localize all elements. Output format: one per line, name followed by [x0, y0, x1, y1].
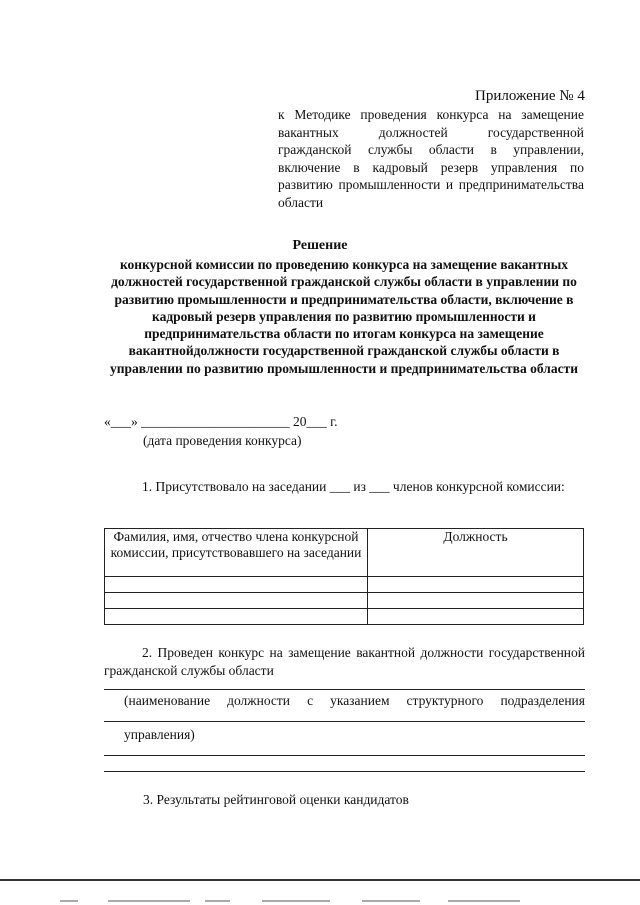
position-note-line2: управления) — [124, 727, 195, 742]
fill-line — [104, 721, 585, 722]
fill-line — [104, 755, 585, 756]
table-cell — [105, 577, 368, 593]
contest-paragraph: 2. Проведен конкурс на замещение вакантной должности государственной гражданской службы области — [104, 645, 585, 678]
members-table — [104, 528, 584, 625]
members-table-header — [105, 529, 584, 577]
position-note-line1: (наименование должности с указанием структурного подразделения — [124, 693, 585, 708]
appendix-description: к Методике проведения конкурса на замещение вакантных должностей государственной гражданской службы области в управлении, включение в кадровый резерв управления по развитию промышленности и предпринимательства области — [278, 107, 584, 210]
header-position: Должность — [368, 529, 584, 577]
table-row — [105, 577, 584, 593]
table-cell — [368, 577, 584, 593]
table-cell — [368, 609, 584, 625]
decision-title: Решение — [292, 238, 348, 253]
decision-subtitle: конкурсной комиссии по проведению конкурса на замещение вакантных должностей государственной гражданской службы области в управлении по развитию промышленности и предпринимательства области, включение в кадровый резерв управления по развитию промышленности и предпринимательства области по итогам конкурса на замещение вакантнойдолжности государственной гражданской службы области в управлении по развитию промышленности и предпринимательства области — [110, 257, 578, 376]
attendance-paragraph: 1. Присутствовало на заседании ___ из ___ членов конкурсной комиссии: — [142, 479, 565, 494]
header-fullname: Фамилия, имя, отчество члена конкурсной комиссии, присутствовавшего на заседании — [105, 529, 368, 577]
scan-artifact — [0, 897, 640, 905]
fill-line — [104, 771, 585, 772]
appendix-title: Приложение № 4 — [475, 88, 585, 104]
page-bottom-rule — [0, 879, 640, 881]
date-line: «___» ______________________ 20___ г. — [104, 414, 338, 429]
table-cell — [105, 593, 368, 609]
date-caption: (дата проведения конкурса) — [143, 433, 302, 448]
table-row — [105, 593, 584, 609]
table-cell — [368, 593, 584, 609]
rating-results-heading: 3. Результаты рейтинговой оценки кандидатов — [143, 792, 409, 807]
fill-line — [104, 689, 585, 690]
table-row — [105, 609, 584, 625]
table-cell — [105, 609, 368, 625]
